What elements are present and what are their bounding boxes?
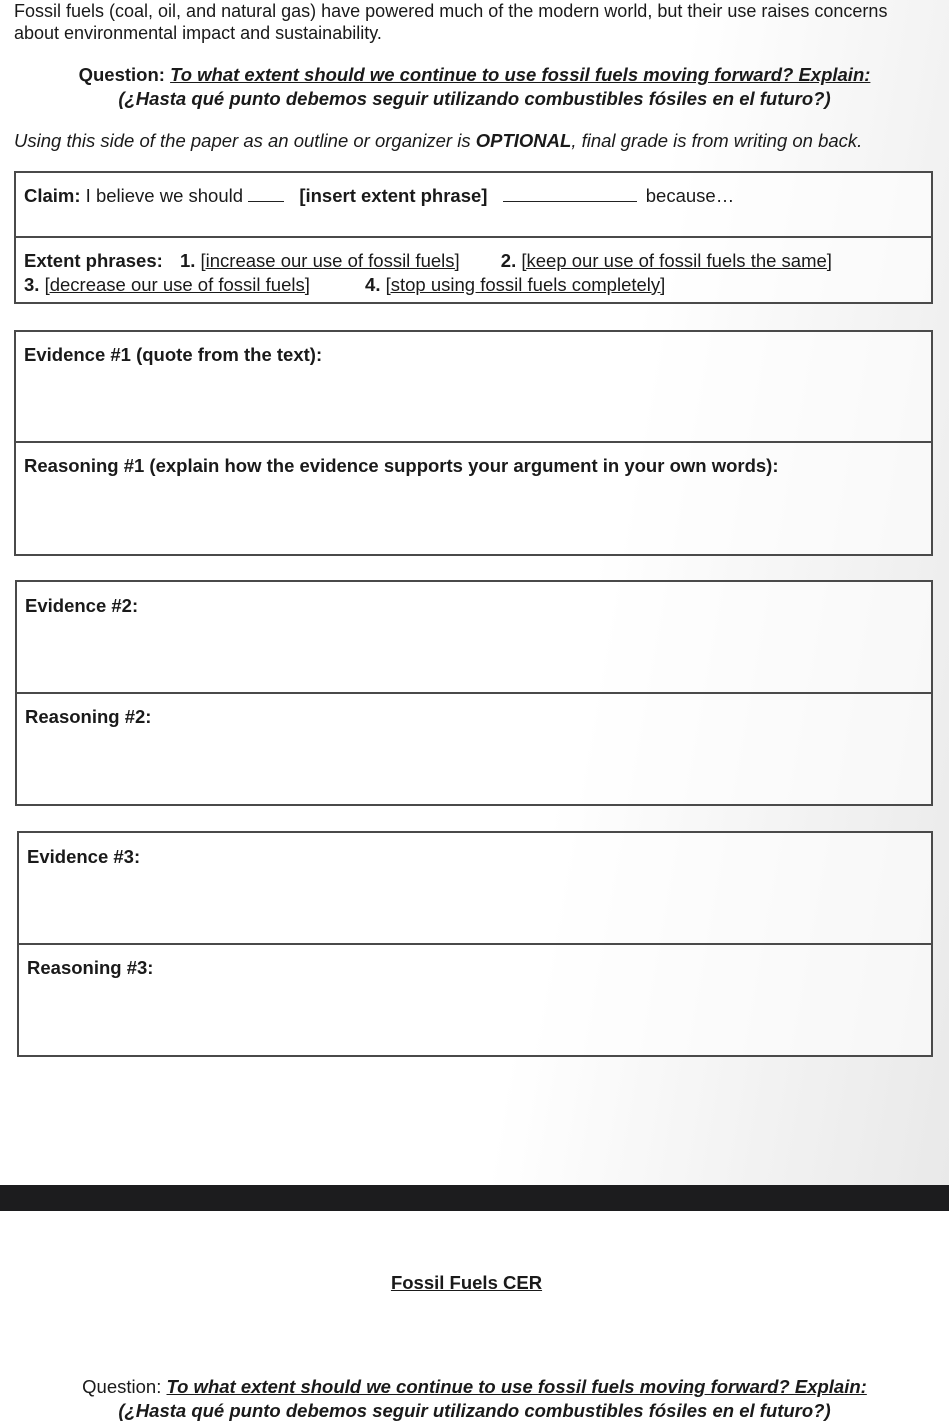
evidence-3-label: Evidence #3: <box>27 846 141 867</box>
evidence-reasoning-box-3 <box>17 831 933 1057</box>
optional-note-before: Using this side of the paper as an outline or organizer is <box>14 130 476 151</box>
evidence-reasoning-box-2 <box>15 580 933 806</box>
claim-text: I believe we should <box>80 185 249 206</box>
question-english: To what extent should we continue to use fossil fuels moving forward? Explain: <box>170 64 871 85</box>
extent-num-3: 3. <box>24 274 40 295</box>
extent-num-4: 4. <box>365 274 381 295</box>
extent-phrase-1: [increase our use of fossil fuels] <box>200 250 460 271</box>
back-question-english: To what extent should we continue to use fossil fuels moving forward? Explain: <box>166 1376 867 1397</box>
extent-label: Extent phrases: <box>24 250 163 271</box>
evidence-2-label: Evidence #2: <box>25 595 139 616</box>
reasoning-2-row <box>17 692 931 727</box>
question-spanish: (¿Hasta qué punto debemos seguir utilizando combustibles fósiles en el futuro?) <box>118 88 831 109</box>
extent-row <box>16 236 931 295</box>
back-page-title: Fossil Fuels CER <box>390 1272 543 1293</box>
claim-line <box>24 185 734 207</box>
reasoning-3-row <box>19 943 931 978</box>
reasoning-2-label: Reasoning #2: <box>25 706 152 727</box>
extent-line-2 <box>24 274 665 296</box>
extent-phrase-2: [keep our use of fossil fuels the same] <box>521 250 832 271</box>
claim-blank-2[interactable] <box>503 187 637 202</box>
extent-phrase-3: [decrease our use of fossil fuels] <box>44 274 310 295</box>
claim-blank-1[interactable] <box>248 187 284 202</box>
intro-paragraph: Fossil fuels (coal, oil, and natural gas) have powered much of the modern world, but their use raises concerns about environmental impact and sustainability. <box>14 1 888 43</box>
claim-box <box>14 171 933 304</box>
optional-note-bold: OPTIONAL <box>475 130 572 151</box>
extent-num-2: 2. <box>500 250 517 271</box>
reasoning-1-row <box>16 441 931 476</box>
back-question-block <box>0 1375 949 1423</box>
reasoning-3-label: Reasoning #3: <box>27 957 154 978</box>
extent-line-1 <box>24 250 832 272</box>
page-divider-band <box>0 1185 949 1211</box>
claim-insert-phrase: [insert extent phrase] <box>299 185 488 206</box>
optional-note-after: , final grade is from writing on back. <box>571 130 863 151</box>
evidence-reasoning-box-1 <box>14 330 933 556</box>
extent-num-1: 1. <box>179 250 196 271</box>
evidence-1-label: Evidence #1 (quote from the text): <box>24 344 323 365</box>
question-block <box>0 63 949 111</box>
extent-phrase-4: [stop using fossil fuels completely] <box>385 274 666 295</box>
reasoning-1-label: Reasoning #1 (explain how the evidence supports your argument in your own words): <box>24 455 779 476</box>
question-label: Question: <box>78 64 165 85</box>
back-question-spanish: (¿Hasta qué punto debemos seguir utilizando combustibles fósiles en el futuro?) <box>118 1400 831 1421</box>
back-question-label: Question: <box>82 1376 162 1397</box>
optional-note <box>14 130 944 152</box>
claim-label: Claim: <box>24 185 81 206</box>
claim-because: because… <box>645 185 735 206</box>
